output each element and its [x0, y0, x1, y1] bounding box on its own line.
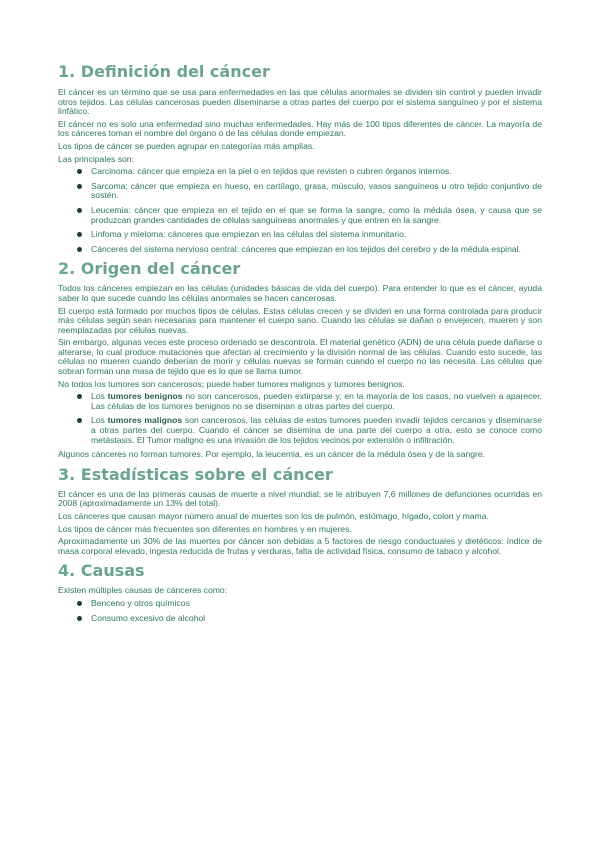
bullet-icon — [77, 394, 82, 399]
paragraph: Aproximadamente un 30% de las muertes por cáncer son debidas a 5 factores de riesgo conductuales y dietéticos: índice de masa corporal elevado, ingesta reducida de frutas y verduras, falta de actividad física, consumo de tabaco y alcohol. — [58, 536, 542, 556]
paragraph: Las principales son: — [58, 153, 134, 164]
section-1-heading: 1. Definición del cáncer — [58, 62, 270, 81]
paragraph: Todos los cánceres empiezan en las células (unidades básicas de vida del cuerpo). Para entender lo que es el cáncer, ayuda saber lo que sucede cuando las células anormales se hacen cancerosas. — [58, 283, 542, 303]
list-item: Carcinoma: cáncer que empieza en la piel o en tejidos que revisten o cubren órganos internos. — [58, 167, 542, 177]
bullet-icon — [77, 169, 82, 174]
cancer-types-list — [58, 167, 542, 254]
bullet-icon — [77, 601, 82, 606]
tumor-types-list — [58, 392, 542, 445]
bullet-icon — [77, 616, 82, 621]
paragraph: El cáncer no es solo una enfermedad sino muchas enfermedades. Hay más de 100 tipos diferentes de cáncer. La mayoría de los cánceres toman el nombre del órgano o de las células donde empiezan. — [58, 118, 542, 139]
paragraph: Existen múltiples causas de cánceres como: — [58, 585, 228, 596]
list-item: Los tumores malignos son cancerosos, las células de estos tumores pueden invadir tejidos cercanos y diseminarse a otras partes del cuerpo. Cuando el cáncer se disemina de una parte del cuerpo a otra, esto se conoce como metástasis. El Tumor maligno es una invasión de los tejidos vecinos por extensión o infiltración. — [58, 416, 542, 445]
list-item: Los tumores benignos no son cancerosos, pueden extirparse y, en la mayoría de los casos, no vuelven a aparecer. Las células de los tumores benignos no se diseminan a otras partes del cuerpo. — [58, 392, 542, 411]
paragraph: No todos los tumores son cancerosos; puede haber tumores malignos y tumores benignos. — [58, 378, 405, 389]
bullet-icon — [77, 247, 82, 252]
paragraph: El cáncer es una de las primeras causas de muerte a nivel mundial; se le atribuyen 7,6 millones de defunciones ocurridas en 2008 (aproximadamente un 13% del total). — [58, 488, 542, 509]
section-2-heading: 2. Origen del cáncer — [58, 259, 241, 279]
bullet-icon — [77, 184, 82, 189]
causes-list — [58, 599, 542, 623]
list-item: Sarcoma: cáncer que empieza en hueso, en cartílago, grasa, músculo, vasos sanguíneos u otro tejido conjuntivo de sostén. — [58, 182, 542, 201]
list-item: Consumo excesivo de alcohol — [58, 614, 542, 624]
bullet-icon — [77, 232, 82, 237]
paragraph: Sin embargo, algunas veces este proceso ordenado se descontrola. El material genético (ADN) de una célula puede dañarse o alterarse, lo cual produce mutaciones que afectan al crecimiento y la división normal de las células. Cuando esto sucede, las células no mueren cuando deberían de morir y células nuevas se forman cuando el cuerpo no las necesita. Las células que sobran forman una masa de tejido que es lo que se llama tumor. — [58, 337, 542, 377]
list-item: Leucemia: cáncer que empieza en el tejido en el que se forma la sangre, como la médula ósea, y causa que se produzcan grandes cantidades de células sanguíneas anormales y que entren en la sangre. — [58, 206, 542, 225]
list-item: Benceno y otros químicos — [58, 599, 542, 609]
paragraph: El cuerpo está formado por muchos tipos de células. Estas células crecen y se dividen en una forma controlada para producir más células según sean necesarias para mantener el cuerpo sano. Cuando las células se dañan o envejecen, mueren y son reemplazadas por células nuevas. — [58, 305, 542, 335]
paragraph: Los cánceres que causan mayor número anual de muertes son los de pulmón, estómago, hígado, colon y mama. — [58, 511, 489, 521]
section-4-heading: 4. Causas — [58, 561, 145, 581]
bullet-icon — [77, 208, 82, 213]
bullet-icon — [77, 418, 82, 423]
paragraph: Los tipos de cáncer más frecuentes son diferentes en hombres y en mujeres. — [58, 523, 352, 534]
malign-term: tumores malignos — [107, 415, 183, 426]
benign-term: tumores benignos — [107, 391, 183, 402]
paragraph: El cáncer es un término que se usa para enfermedades en las que células anormales se dividen sin control y pueden invadir otros tejidos. Las células cancerosas pueden diseminarse a otras partes del cuerpo por el sistema sanguíneo y por el sistema linfático. — [58, 87, 542, 117]
paragraph: Los tipos de cáncer se pueden agrupar en categorías más amplias. — [58, 140, 315, 151]
paragraph: Algunos cánceres no forman tumores. Por ejemplo, la leucemia, es un cáncer de la médula ósea y de la sangre. — [58, 449, 486, 460]
list-item: Cánceres del sistema nervioso central: cánceres que empiezan en los tejidos del cerebro y de la médula espinal. — [58, 245, 542, 255]
section-3-heading: 3. Estadísticas sobre el cáncer — [58, 464, 333, 484]
list-item: Linfoma y mieloma: cánceres que empiezan en las células del sistema inmunitario. — [58, 230, 542, 240]
